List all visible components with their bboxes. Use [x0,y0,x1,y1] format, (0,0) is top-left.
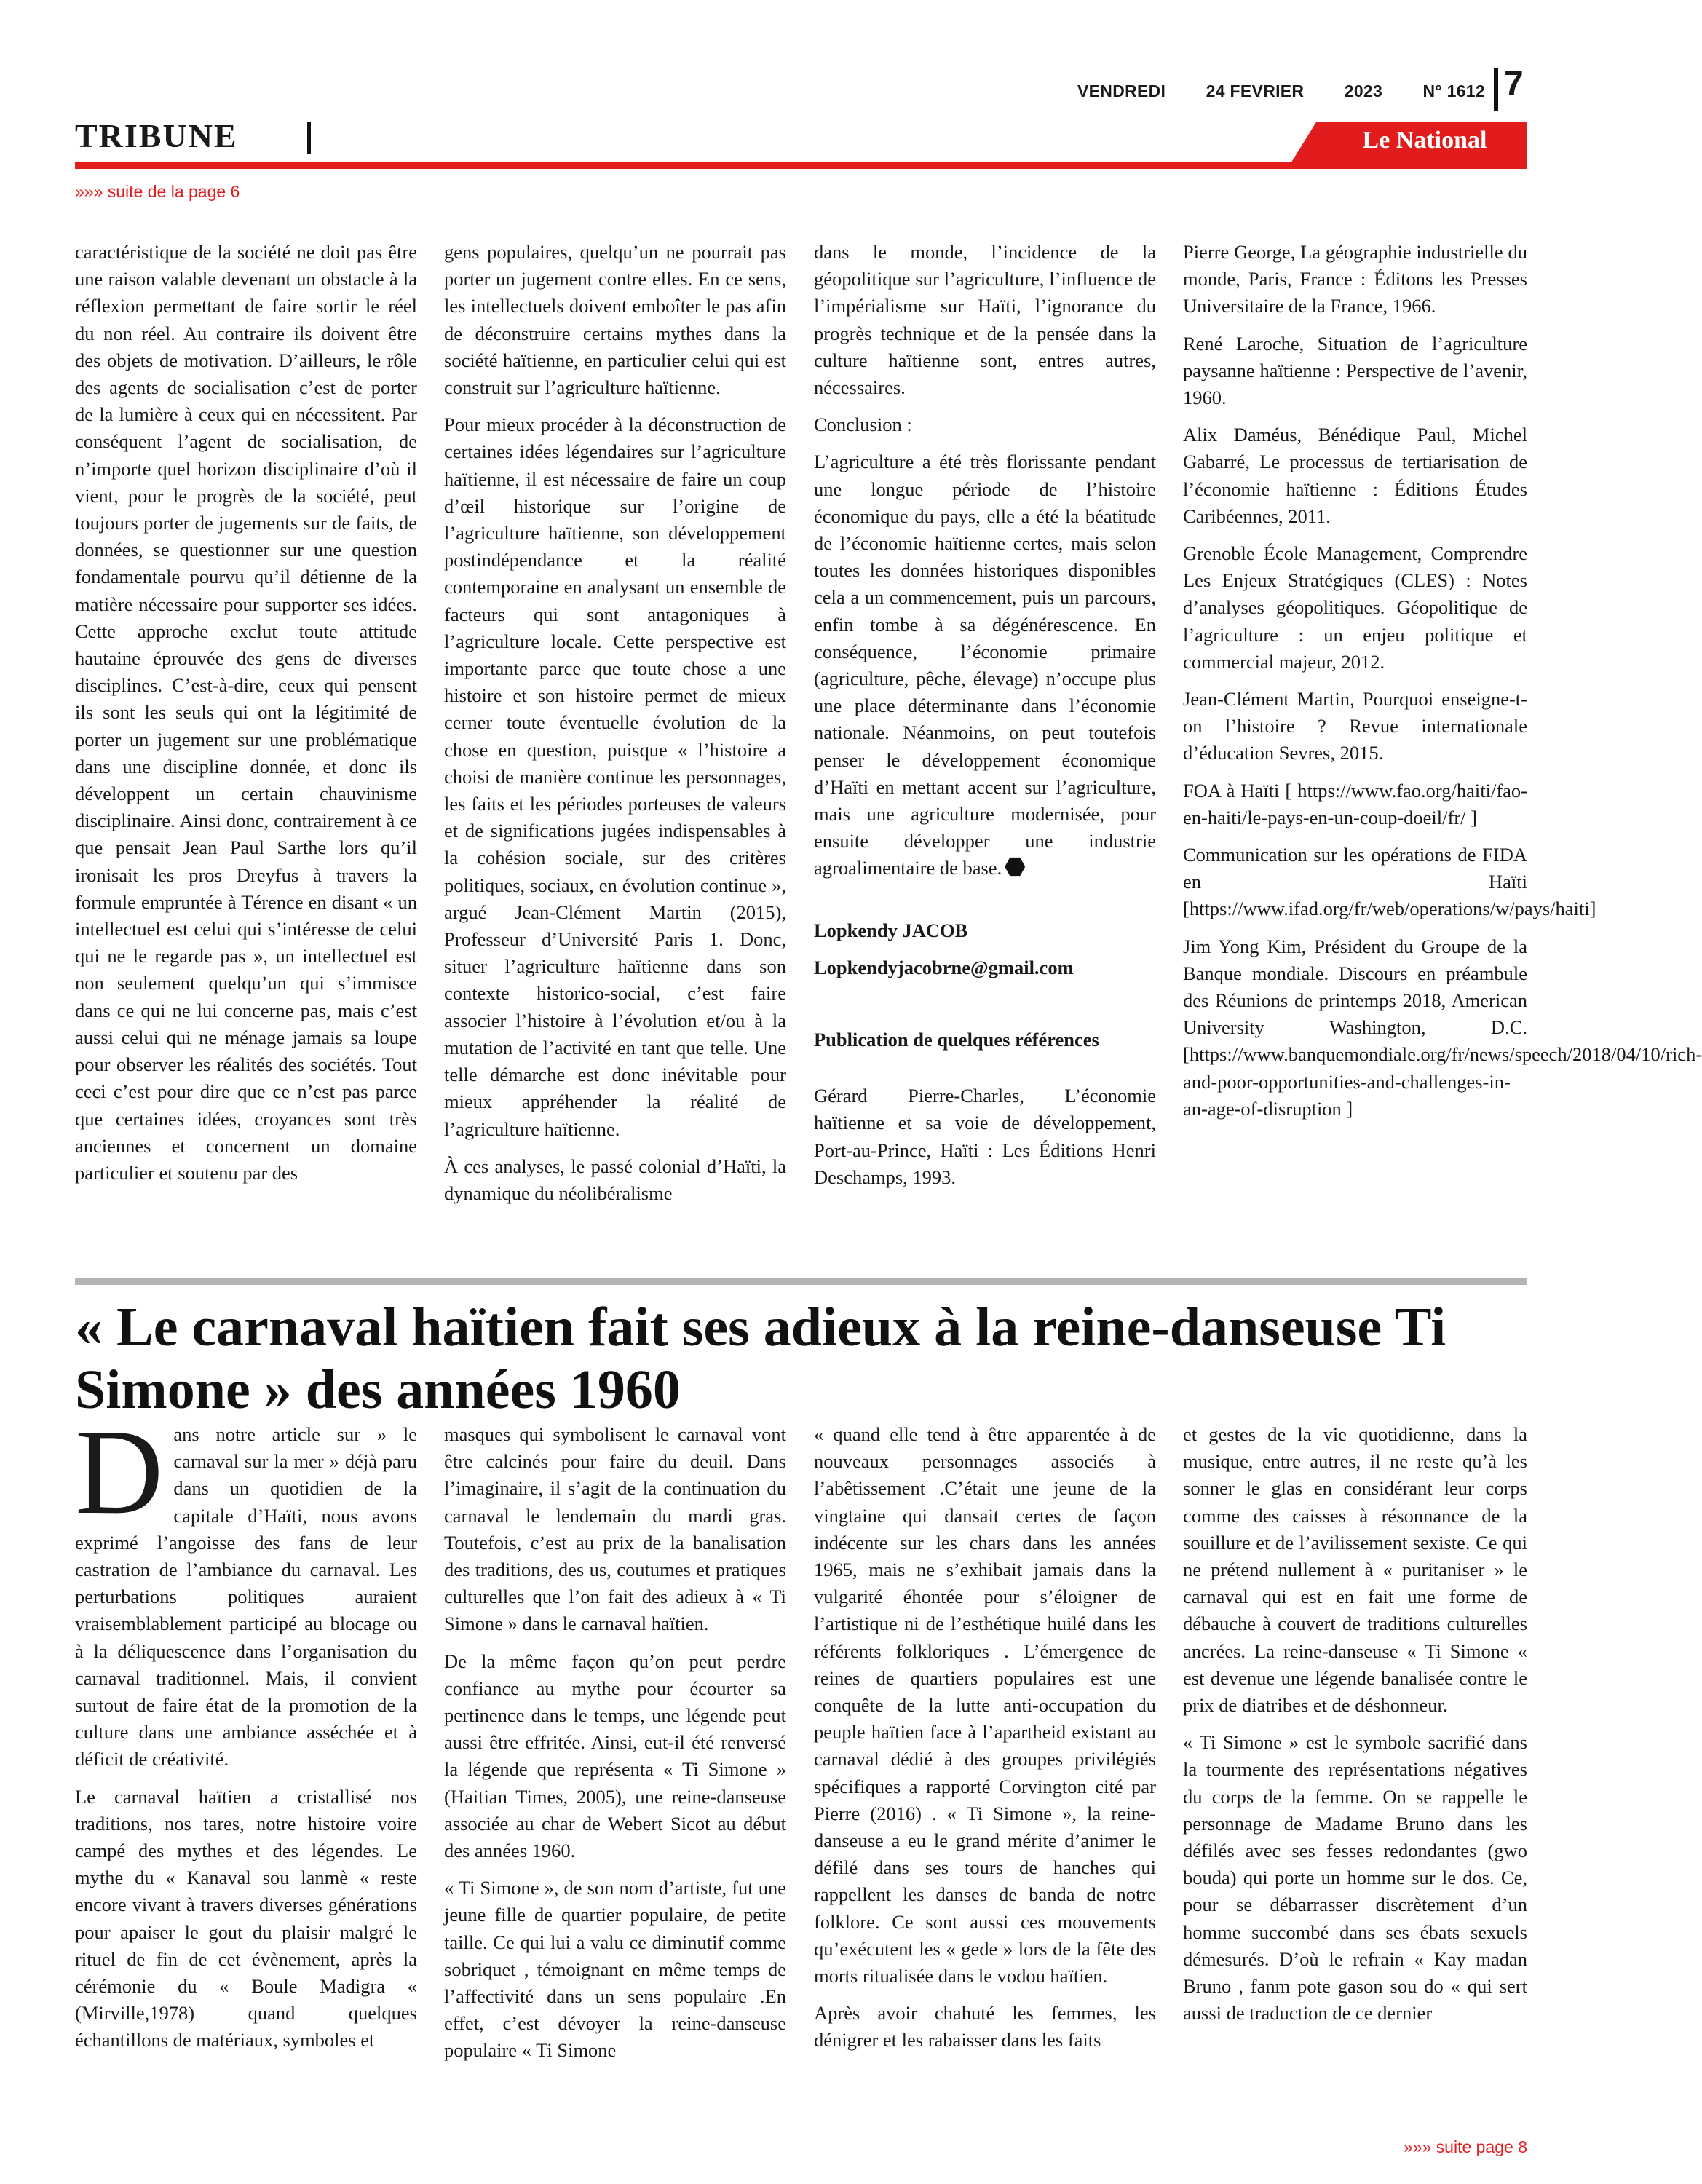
issue-info [1077,82,1485,101]
page-number: 7 [1504,65,1524,103]
paragraph: À ces analyses, le passé colonial d’Haïti, la dynamique du néolibéralisme [444,1155,786,1204]
reference-item: FOA à Haïti [ https://www.fao.org/haiti/fao-en-haiti/le-pays-en-un-coup-doeil/fr/ ] [1183,779,1527,828]
reference-item: Communication sur les opérations de FIDA en Haïti [https://www.ifad.org/fr/web/operations/w/pays/haiti] [1183,844,1596,920]
reference-item: Gérard Pierre-Charles, L’économie haïtienne et sa voie de développement, Port-au-Prince, Haïti : Les Éditions Henri Deschamps, 1993. [814,1085,1156,1188]
paragraph: De la même façon qu’on peut perdre confiance au mythe pour écourter sa pertinence dans le temps, une légende peut aussi être effritée. Ainsi, eut-il été renversé la légende que représenta « Ti Simone » (Haitian Times, 2005), une reine-danseuse associée au char de Webert Sicot au début des années 1960. [444,1650,786,1862]
references-title: Publication de quelques références [814,1029,1099,1051]
paragraph: « Ti Simone », de son nom d’artiste, fut une jeune fille de quartier populaire, de petite taille. Ce qui lui a valu ce diminutif comme sobriquet , témoignant en même temps de l’affectivité dans un sens populaire .En effet, c’est dévoyer la reine-danseuse populaire « Ti Simone [444,1877,786,2062]
top-article-column-3 [814,239,1156,1201]
conclusion-label: Conclusion : [814,414,912,436]
continued-from: »»» suite de la page 6 [75,182,240,201]
reference-item: Grenoble École Management, Comprendre Les Enjeux Stratégiques (CLES) : Notes d’analyses géopolitiques. Géopolitique de l’agriculture : un enjeu politique et commercial majeur, 2012. [1183,542,1527,673]
conclusion-paragraph: L’agriculture a été très florissante pendant une longue période de l’histoire économique du pays, elle a été la béatitude de l’économie haïtienne certes, mais selon toutes les données historiques disponibles cela a un commencement, puis un parcours, enfin tombe à sa dégénérescence. En conséquence, l’économie primaire (agriculture, pêche, élevage) n’occupe plus une place déterminante dans l’économie nationale. Néanmoins, on peut toutefois penser le développement économique d’Haïti en mettant accent sur l’agriculture, mais une agriculture modernisée, pour ensuite développer une industrie agroalimentaire de base. [814,451,1156,879]
section-title: TRIBUNE [75,117,238,154]
article-divider [75,1278,1527,1285]
article-headline: « Le carnaval haïtien fait ses adieux à la reine-danseuse Ti Simone » des années 1960 [75,1297,1446,1420]
reference-item: Alix Daméus, Bénédique Paul, Michel Gabarré, Le processus de tertiarisation de l’économie haïtienne : Éditions Études Caribéennes, 2011. [1183,424,1527,527]
reference-item: Jim Yong Kim, Président du Groupe de la Banque mondiale. Discours en préambule des Réunions de printemps 2018, American University Washington, D.C. [https://www.banquemondiale.org/fr/news/speech/2018/04/10/rich-and-poor-opportunities-and-challenges-in-an-age-of-disruption ] [1183,935,1702,1120]
bottom-article-column-4 [1183,1421,1527,2037]
paragraph: Le carnaval haïtien a cristallisé nos traditions, nos tares, notre histoire voire campé des mythes et des légendes. Le mythe du « Kanaval sou lanmè « reste encore vivant à travers diverses générations pour apaiser le gout du plaisir malgré le rituel de fin de cet évènement, après la cérémonie du « Boule Madigra « (Mirville,1978) quand quelques échantillons de matériaux, symboles et [75,1785,417,2052]
header-divider [1494,68,1498,111]
reference-item: Pierre George, La géographie industrielle du monde, Paris, France : Éditons les Presses Universitaire de la France, 1966. [1183,241,1527,317]
paragraph: Dans notre article sur » le carnaval sur la mer » déjà paru dans un quotidien de la capitale d’Haïti, nous avons exprimé l’angoisse des fans de leur castration de l’ambiance du carnaval. Les perturbations politiques auraient vraisemblablement participé au blocage ou à la déliquescence dans l’organisation du carnaval traditionnel. Mais, il convient surtout de faire état de la promotion de la culture dans une ambiance asséchée et à déficit de créativité. [75,1404,417,1770]
reference-item: Jean-Clément Martin, Pourquoi enseigne-t-on l’histoire ? Revue internationale d’éducation Sevres, 2015. [1183,688,1527,764]
issue-day: VENDREDI [1077,82,1166,100]
paragraph: caractéristique de la société ne doit pas être une raison valable devenant un obstacle à la réflexion permettant de faire sortir le réel du non réel. Au contraire ils doivent être des objets de motivation. D’ailleurs, le rôle des agents de socialisation c’est de porter de la lumière à ceux qui en nécessitent. Par conséquent l’agent de socialisation, de n’importe quel horizon disciplinaire d’où il vient, pour le progrès de la société, peut toujours porter de jugements sur de faits, de données, se questionner sur une question fondamentale pourvu qu’il détienne de la matière nécessaire pour supporter ses idées. Cette approche exclut toute attitude hautaine éprouvée des gens de diverses disciplines. C’est-à-dire, ceux qui pensent ils sont les seuls qui ont la légitimité de porter un jugement sur une problématique dans une discipline donnée, et donc ils développent un certain chauvinisme disciplinaire. Ainsi donc, contrairement à ce que pensait Jean Paul Sarthe lors qu’il ironisait les pros Dreyfus à travers la formule empruntée à Térence en disant « un intellectuel est celui qui s’intéresse de celui qui ne le regarde pas », un intellectuel est non seulement quelqu’un qui s’immisce dans ce qui ne lui concerne pas, mais c’est aussi celui qui ne ménage jamais sa loupe pour observer les réalités des sociétés. Tout ceci c’est pour dire que ce n’est pas parce que certaines idées, croyances sont très anciennes et concernent un domaine particulier et soutenu par des [75,241,417,1184]
issue-number: N° 1612 [1422,82,1485,100]
paragraph: dans le monde, l’incidence de la géopolitique sur l’agriculture, l’influence de l’impérialisme sur Haïti, l’ignorance du progrès technique et de la pensée dans la culture haïtienne sont, entres autres, nécessaires. [814,241,1156,399]
continued-to-link[interactable]: »»» suite page 8 [1403,2137,1527,2156]
paragraph: et gestes de la vie quotidienne, dans la musique, entre autres, il ne reste qu’à les sonner le glas en considérant leur corps comme des caisses à résonnance de la souillure et de l’avilissement sexiste. Ce qui ne prétend nullement à « puritaniser » le carnaval qui est en fait une forme de débauche à couvert de traditions culturelles ancrées. La reine-danseuse « Ti Simone « est devenue une légende banalisée contre le prix de diatribes et de déshonneur. [1183,1423,1527,1717]
issue-date: 24 FEVRIER [1206,82,1305,100]
top-article-column-1 [75,239,417,1197]
issue-year: 2023 [1344,82,1383,100]
bottom-article-column-2 [444,1421,786,2075]
paragraph: Après avoir chahuté les femmes, les dénigrer et les rabaisser dans les faits [814,2002,1156,2052]
paragraph: « Ti Simone » est le symbole sacrifié dans la tourmente des représentations négatives du corps de la femme. On se rappelle le personnage de Madame Bruno dans les défilés avec ses fesses redondantes (gwo bouda) qui porte un homme sur le dos. Ce, pour se débarrasser discrètement d’un homme succombé dans ses ébats sexuels démesurés. D’où le refrain « Kay madan Bruno , fanm pote gason sou do « qui sert aussi de traduction de ce dernier [1183,1731,1527,2025]
paper-name: Le National [1362,127,1487,154]
section-divider [307,122,311,154]
reference-item: René Laroche, Situation de l’agriculture paysanne haïtienne : Perspective de l’avenir, 1960. [1183,332,1527,409]
paragraph: gens populaires, quelqu’un ne pourrait pas porter un jugement contre elles. En ce sens, les intellectuels doivent emboîter le pas afin de déconstruire certains mythes dans la société haïtienne, en particulier celui qui est construit sur l’agriculture haïtienne. [444,241,786,399]
top-article-column-4 [1183,239,1702,1133]
paragraph: « quand elle tend à être apparentée à de nouveaux personnages associés à l’abêtissement .C’était une jeune de la vingtaine qui dansait certes de façon indécente sur les chars dans les années 1965, mais ne s’exhibait jamais dans la vulgarité éhontée pour s’éloigner de l’artistique ni de l’esthétique huilé dans les référents folkloriques . L’émergence de reines de quartiers populaires est une conquête de la lutte anti-occupation du peuple haïtien face à l’apartheid existant au carnaval dédié à des groupes privilégiés spécifiques a rapporté Corvington cité par Pierre (2016) . « Ti Simone », la reine-danseuse a eu le grand mérite d’animer le défilé dans ses tours de hanches qui rappellent les danses de banda de notre folklore. Ce sont aussi ces mouvements qu’exécutent les « gede » lors de la fête des morts ritualisée dans le vodou haïtien. [814,1423,1156,1987]
author-email: Lopkendyjacobrne@gmail.com [814,956,1074,978]
bottom-article-column-1 [75,1404,417,2065]
paragraph: Pour mieux procéder à la déconstruction de certaines idées légendaires sur l’agriculture haïtienne, il est nécessaire de faire un coup d’œil historique sur l’origine de l’agriculture haïtienne, son développement postindépendance et la réalité contemporaine en analysant un ensemble de facteurs qui sont antagoniques à l’agriculture locale. Cette perspective est importante parce que toute chose a une histoire et son histoire permet de mieux cerner toute éventuelle évolution de la chose en question, puisque « l’histoire a choisi de manière continue les personnages, les faits et les périodes porteuses de valeurs et de significations jugées indispensables à la cohésion sociale, sur des critères politiques, sociaux, en évolution continue », argué Jean-Clément Martin (2015), Professeur d’Université Paris 1. Donc, situer l’agriculture haïtienne dans son contexte historico-social, c’est faire associer l’histoire à l’évolution et/ou à la mutation de l’activité en tant que telle. Une telle démarche est donc inévitable pour mieux appréhender la réalité de l’agriculture haïtienne. [444,414,786,1140]
header-rule [75,162,1527,169]
paragraph: masques qui symbolisent le carnaval vont être calcinés pour faire du deuil. Dans l’imaginaire, il s’agit de la continuation du carnaval le lendemain du mardi gras. Toutefois, c’est au prix de la banalisation des traditions, des us, coutumes et pratiques culturelles que l’on fait des adieux à « Ti Simone » dans le carnaval haïtien. [444,1423,786,1635]
drop-cap: D [75,1404,164,1540]
author-name: Lopkendy JACOB [814,919,968,941]
top-article-column-2 [444,239,786,1217]
bottom-article-column-3 [814,1421,1156,2065]
end-mark-icon [1005,856,1025,877]
